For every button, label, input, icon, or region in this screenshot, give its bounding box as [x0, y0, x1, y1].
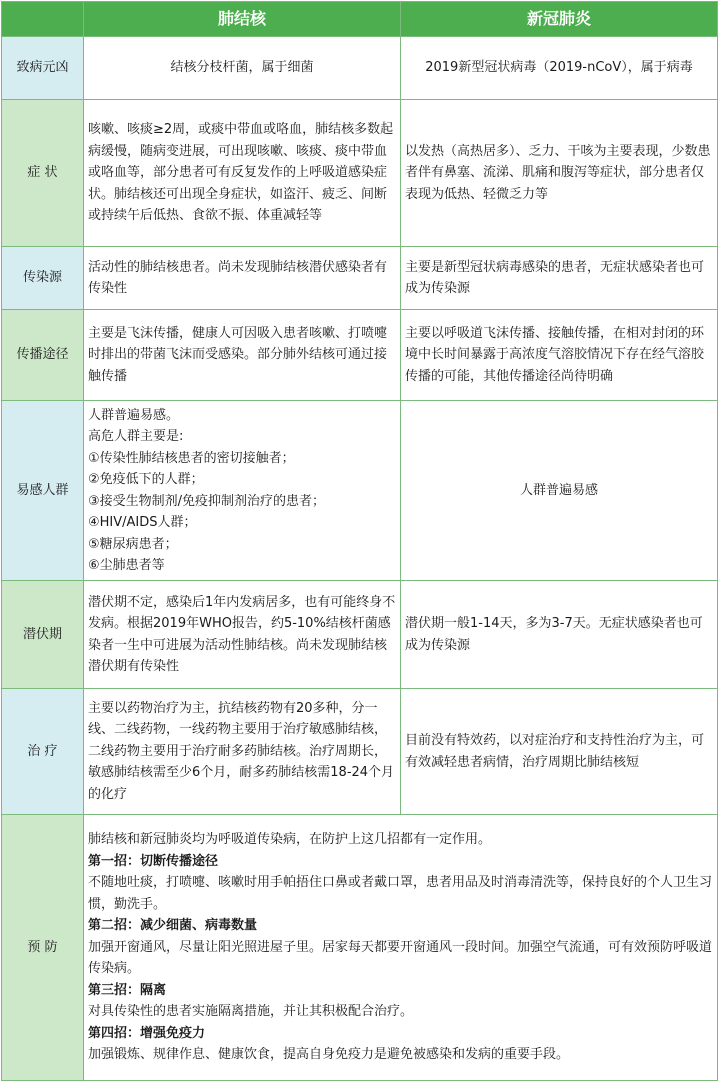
tb-susceptible-line: ②免疫低下的人群； [88, 472, 204, 487]
covid-pathogen: 2019新型冠状病毒（2019-nCoV），属于病毒 [401, 37, 718, 100]
prevention-step-title: 第一招：切断传播途径 [88, 853, 219, 869]
covid-incubation: 潜伏期一般1-14天，多为3-7天。无症状感染者也可成为传染源 [401, 581, 718, 689]
tb-susceptible-line: ①传染性肺结核患者的密切接触者； [88, 450, 295, 466]
row-label-prevention: 预 防 [2, 815, 84, 1081]
tb-susceptible-line: ③接受生物制剂/免疫抑制剂治疗的患者； [88, 493, 326, 509]
header-tuberculosis: 肺结核 [84, 2, 401, 37]
prevention-step-title: 第二招：减少细菌、病毒数量 [88, 918, 258, 934]
prevention-step-text: 加强开窗通风，尽量让阳光照进屋子里。居家每天都要开窗通风一段时间。加强空气流通，可有效预防呼吸道传染病。 [88, 939, 713, 977]
tb-symptoms: 咳嗽、咳痰≥2周，或痰中带血或咯血，肺结核多数起病缓慢，随病变进展，可出现咳嗽、咳痰、痰中带血或咯血等，部分患者可有反复发作的上呼吸道感染症状。肺结核还可出现全身症状，如盗汗、疲乏、间断或持续午后低热、食欲不振、体重减轻等 [84, 100, 401, 247]
prevention-step-text: 不随地吐痰，打喷嚏、咳嗽时用手帕捂住口鼻或者戴口罩，患者用品及时消毒清洗等，保持良好的个人卫生习惯，勤洗手。 [88, 875, 713, 912]
row-treatment [2, 689, 718, 815]
row-label-pathogen: 致病元凶 [2, 37, 84, 100]
prevention-step-title: 第三招：隔离 [88, 982, 167, 998]
row-label-incubation: 潜伏期 [2, 581, 84, 689]
tb-susceptible [84, 401, 401, 581]
covid-symptoms: 以发热（高热居多）、乏力、干咳为主要表现，少数患者伴有鼻塞、流涕、肌痛和腹泻等症状，部分患者仅表现为低热、轻微乏力等 [401, 100, 718, 247]
covid-source: 主要是新型冠状病毒感染的患者，无症状感染者也可成为传染源 [401, 247, 718, 310]
tb-susceptible-line: ⑥尘肺患者等 [88, 558, 165, 573]
header-covid: 新冠肺炎 [401, 2, 718, 37]
row-symptoms [2, 100, 718, 247]
tb-susceptible-line: ⑤糖尿病患者； [88, 536, 178, 552]
prevention-step-title: 第四招：增强免疫力 [88, 1025, 206, 1041]
row-prevention [2, 815, 718, 1081]
tb-susceptible-line: ④HIV/AIDS人群； [88, 515, 197, 530]
comparison-table [1, 1, 718, 1081]
covid-susceptible: 人群普遍易感 [401, 401, 718, 581]
row-transmission [2, 310, 718, 401]
row-label-source: 传染源 [2, 247, 84, 310]
tb-source: 活动性的肺结核患者。尚未发现肺结核潜伏感染者有传染性 [84, 247, 401, 310]
row-label-transmission: 传播途径 [2, 310, 84, 401]
header-corner [2, 2, 84, 37]
row-pathogen [2, 37, 718, 100]
prevention-step-text: 加强锻炼、规律作息、健康饮食，提高自身免疫力是避免被感染和发病的重要手段。 [88, 1047, 570, 1063]
tb-susceptible-line: 高危人群主要是: [88, 429, 184, 444]
prevention-step-text: 对具传染性的患者实施隔离措施，并让其积极配合治疗。 [88, 1004, 414, 1020]
tb-transmission: 主要是飞沫传播，健康人可因吸入患者咳嗽、打喷嚏时排出的带菌飞沫而受感染。部分肺外结核可通过接触传播 [84, 310, 401, 401]
row-source [2, 247, 718, 310]
header-row [2, 2, 718, 37]
prevention-intro: 肺结核和新冠肺炎均为呼吸道传染病，在防护上这几招都有一定作用。 [88, 832, 492, 848]
row-label-susceptible: 易感人群 [2, 401, 84, 581]
row-label-symptoms: 症 状 [2, 100, 84, 247]
tb-susceptible-line: 人群普遍易感。 [88, 407, 180, 423]
covid-treatment: 目前没有特效药，以对症治疗和支持性治疗为主，可有效减轻患者病情，治疗周期比肺结核短 [401, 689, 718, 815]
row-incubation [2, 581, 718, 689]
row-label-treatment: 治 疗 [2, 689, 84, 815]
tb-incubation: 潜伏期不定，感染后1年内发病居多，也有可能终身不发病。根据2019年WHO报告，约5-10%结核杆菌感染者一生中可进展为活动性肺结核。尚未发现肺结核潜伏期有传染性 [84, 581, 401, 689]
covid-transmission: 主要以呼吸道飞沫传播、接触传播，在相对封闭的环境中长时间暴露于高浓度气溶胶情况下存在经气溶胶传播的可能，其他传播途径尚待明确 [401, 310, 718, 401]
prevention-content [84, 815, 718, 1081]
tb-pathogen: 结核分枝杆菌，属于细菌 [84, 37, 401, 100]
tb-treatment: 主要以药物治疗为主，抗结核药物有20多种，分一线、二线药物，一线药物主要用于治疗敏感肺结核，二线药物主要用于治疗耐多药肺结核。治疗周期长，敏感肺结核需至少6个月，耐多药肺结核需18-24个月的化疗 [84, 689, 401, 815]
row-susceptible [2, 401, 718, 581]
